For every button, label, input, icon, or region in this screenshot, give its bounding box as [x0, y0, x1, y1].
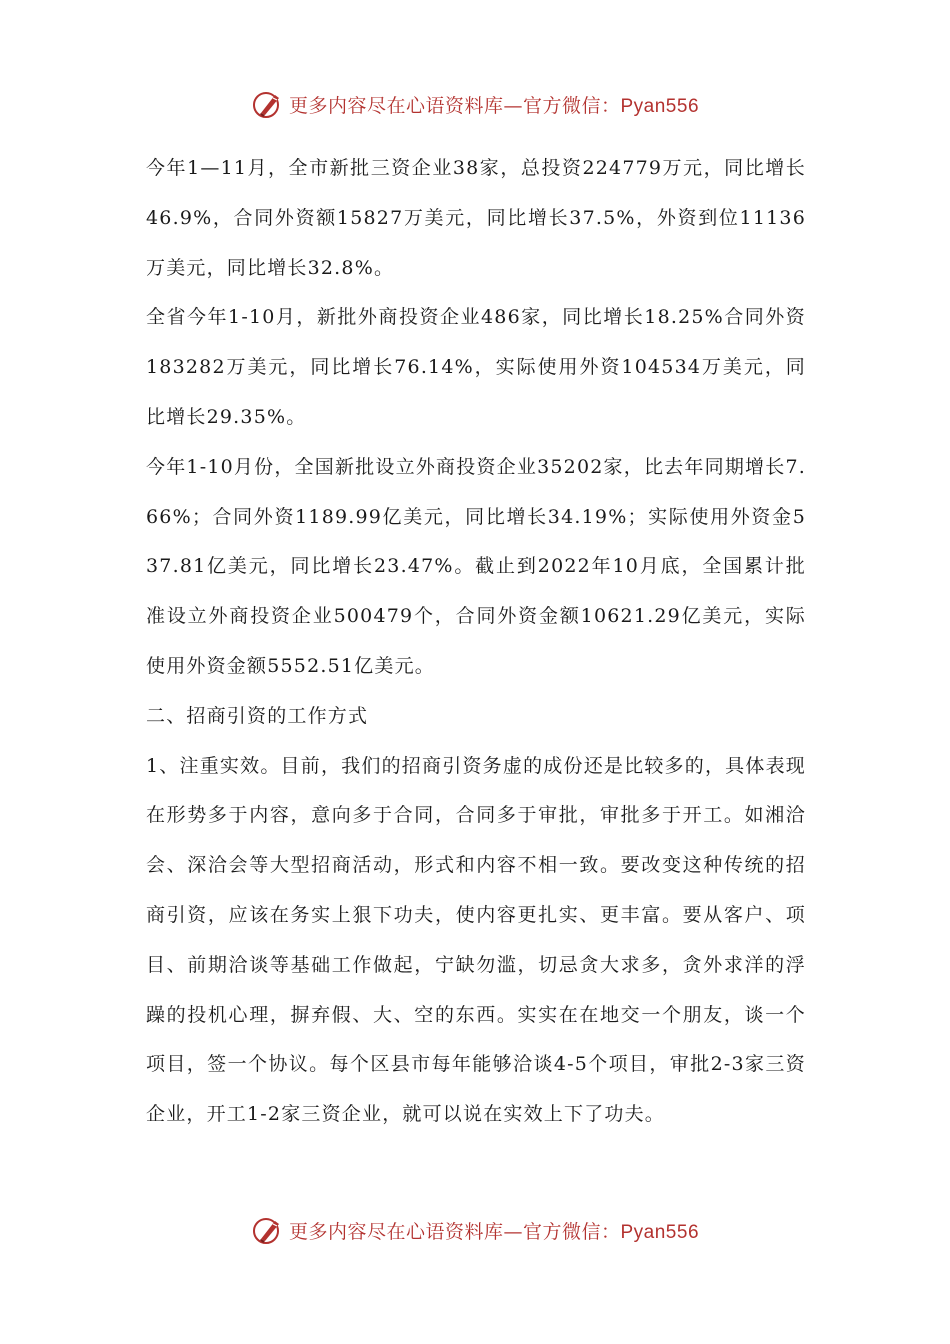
- pen-nib-logo-icon: [251, 1213, 285, 1247]
- header-banner: [0, 84, 950, 124]
- footer-banner: [0, 1210, 950, 1250]
- banner-text: 更多内容尽在心语资料库—官方微信：Pyan556: [288, 94, 700, 117]
- paragraph-city-stats: 今年1—11月，全市新批三资企业38家，总投资224779万元，同比增长46.9%，合同外资额15827万美元，同比增长37.5%，外资到位11136万美元，同比增长32.8%。: [146, 157, 806, 279]
- wechat-id: Pyan556: [620, 1221, 700, 1243]
- paragraph-national-stats: 今年1-10月份，全国新批设立外商投资企业35202家，比去年同期增长7.66%；合同外资1189.99亿美元，同比增长34.19%；实际使用外资金537.81亿美元，同比增长23.47%。截止到2022年10月底，全国累计批准设立外商投资企业500479个，合同外资金额10621.29亿美元，实际使用外资金额5552.51亿美元。: [146, 455, 806, 677]
- pen-nib-logo-icon: [251, 87, 285, 121]
- paragraph-focus-on-results: 1、注重实效。目前，我们的招商引资务虚的成份还是比较多的，具体表现在形势多于内容，意向多于合同，合同多于审批，审批多于开工。如湘洽会、深洽会等大型招商活动，形式和内容不相一致。要改变这种传统的招商引资，应该在务实上狠下功夫，使内容更扎实、更丰富。要从客户、项目、前期洽谈等基础工作做起，宁缺勿滥，切忌贪大求多，贪外求洋的浮躁的投机心理，摒弃假、大、空的东西。实实在在地交一个朋友，谈一个项目，签一个协议。每个区县市每年能够洽谈4-5个项目，审批2-3家三资企业，开工1-2家三资企业，就可以说在实效上下了功夫。: [146, 754, 806, 1126]
- section-heading: 二、招商引资的工作方式: [146, 704, 369, 727]
- document-body: [146, 144, 806, 1140]
- wechat-id: Pyan556: [620, 95, 700, 117]
- paragraph-province-stats: 全省今年1-10月，新批外商投资企业486家，同比增长18.25%合同外资183282万美元，同比增长76.14%，实际使用外资104534万美元，同比增长29.35%。: [146, 306, 806, 428]
- banner-text: 更多内容尽在心语资料库—官方微信：Pyan556: [288, 1220, 700, 1243]
